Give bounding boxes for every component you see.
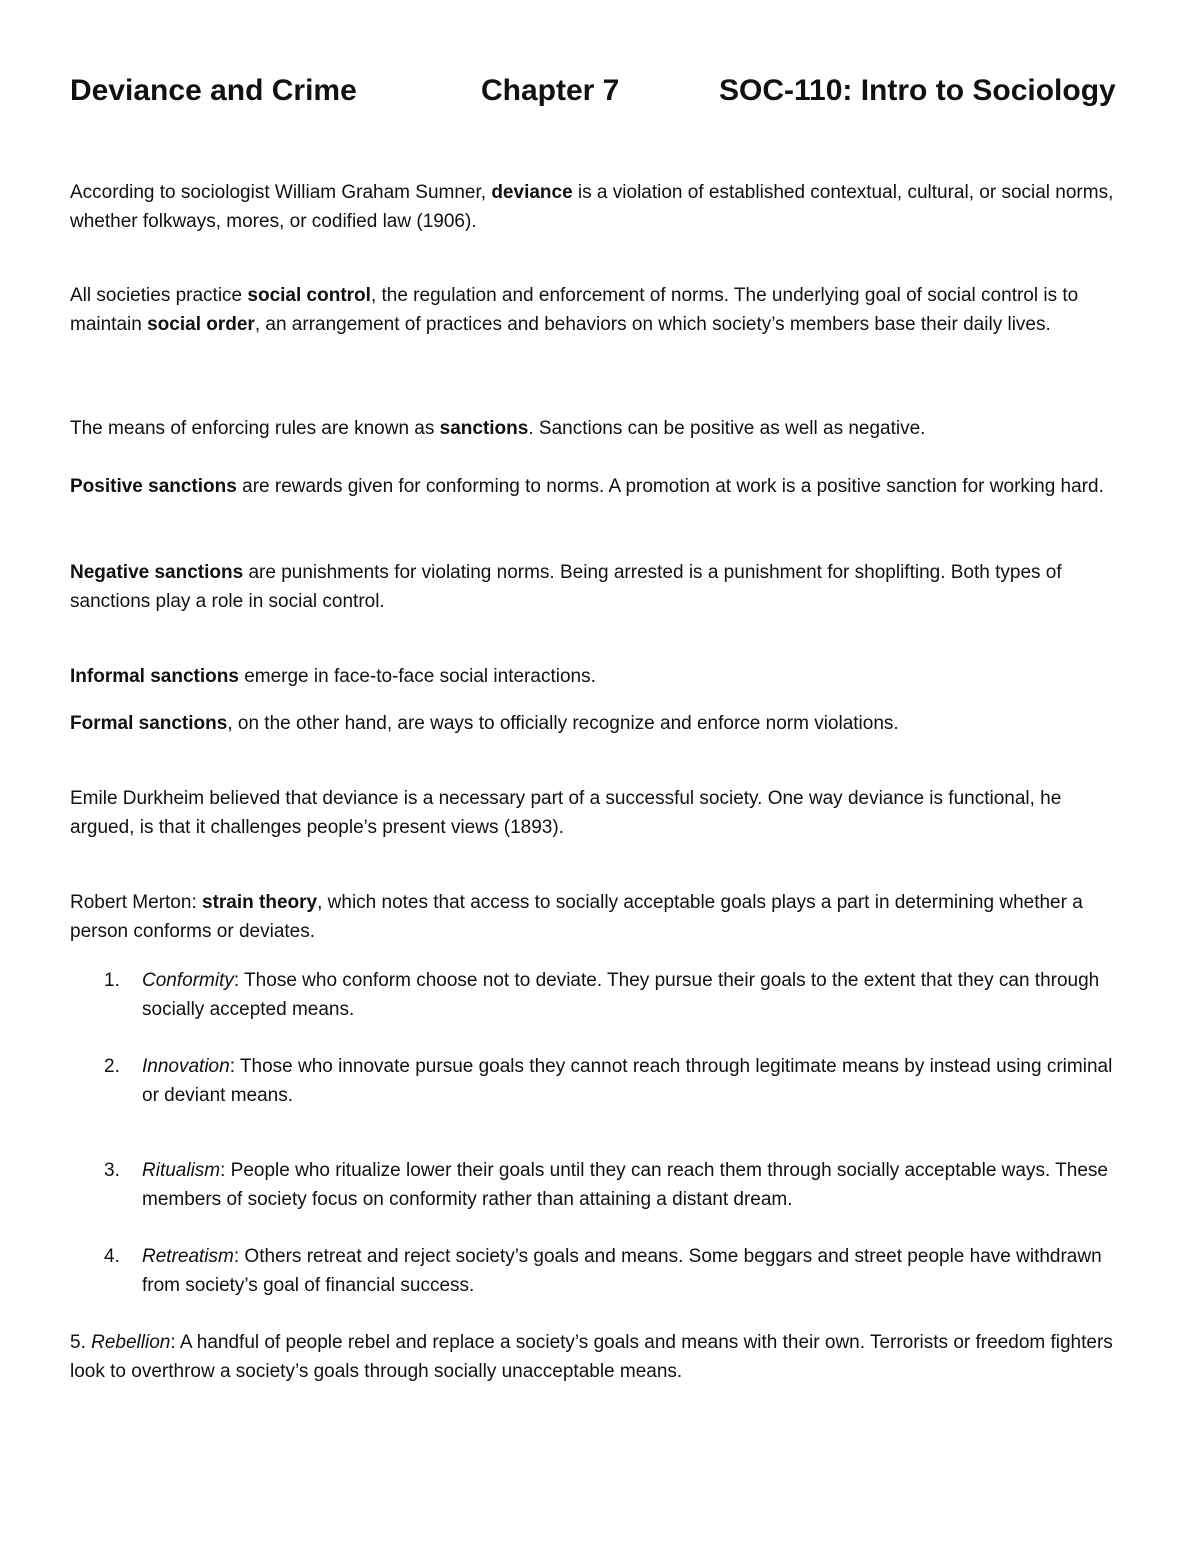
chapter-label: Chapter 7 bbox=[481, 74, 620, 107]
text-run: : People who ritualize lower their goals until they can reach them through socially acceptable ways. These members of society focus on conformity rather than attaining a distant dream. bbox=[142, 1160, 1108, 1210]
term-social-order: social order bbox=[147, 314, 255, 335]
list-item-body bbox=[142, 1052, 1130, 1110]
paragraph-rebellion bbox=[70, 1328, 1130, 1386]
term-negative-sanctions: Negative sanctions bbox=[70, 562, 244, 583]
term-sanctions: sanctions bbox=[439, 418, 529, 439]
term-conformity: Conformity bbox=[142, 970, 234, 991]
term-innovation: Innovation bbox=[142, 1056, 230, 1077]
term-strain-theory: strain theory bbox=[202, 892, 318, 913]
term-ritualism: Ritualism bbox=[142, 1160, 221, 1181]
list-number: 5. bbox=[70, 1332, 92, 1353]
list-number: 4. bbox=[104, 1246, 120, 1267]
text-run: , on the other hand, are ways to officially recognize and enforce norm violations. bbox=[227, 713, 899, 734]
text-run: Emile Durkheim believed that deviance is a necessary part of a successful society. One way deviance is functional, he argued, is that it challenges people’s present views (1893). bbox=[70, 788, 1062, 838]
term-deviance: deviance bbox=[491, 182, 573, 203]
paragraph-sanctions bbox=[70, 414, 1130, 443]
term-retreatism: Retreatism bbox=[142, 1246, 234, 1267]
text-run: : Those who innovate pursue goals they cannot reach through legitimate means by instead using criminal or deviant means. bbox=[142, 1056, 1113, 1106]
text-run: : Those who conform choose not to deviate. They pursue their goals to the extent that they can through socially accepted means. bbox=[142, 970, 1100, 1020]
term-informal-sanctions: Informal sanctions bbox=[70, 666, 239, 687]
text-run: . Sanctions can be positive as well as negative. bbox=[528, 418, 926, 439]
term-positive-sanctions: Positive sanctions bbox=[70, 476, 237, 497]
text-run: : Others retreat and reject society’s goals and means. Some beggars and street people have withdrawn from society’s goal of financial success. bbox=[142, 1246, 1102, 1296]
list-number: 2. bbox=[104, 1056, 120, 1077]
paragraph-deviance-definition bbox=[70, 178, 1130, 236]
paragraph-durkheim bbox=[70, 784, 1130, 842]
text-run: , the regulation and enforcement of norms. The underlying goal of social control is to maintain bbox=[70, 285, 1079, 335]
text-run: , an arrangement of practices and behaviors on which society’s members base their daily lives. bbox=[254, 314, 1051, 335]
paragraph-social-control bbox=[70, 281, 1130, 339]
text-run: Robert Merton: bbox=[70, 892, 202, 913]
text-run: : A handful of people rebel and replace a society’s goals and means with their own. Terrorists or freedom fighters look to overthrow a society’s goals through socially unacceptable means. bbox=[70, 1332, 1113, 1382]
text-run: are punishments for violating norms. Being arrested is a punishment for shoplifting. Both types of sanctions play a role in social control. bbox=[70, 562, 1062, 612]
text-run: All societies practice bbox=[70, 285, 248, 306]
paragraph-formal-sanctions bbox=[70, 709, 1130, 738]
list-item-body bbox=[142, 1156, 1130, 1214]
paragraph-negative-sanctions bbox=[70, 558, 1130, 616]
paragraph-informal-sanctions bbox=[70, 662, 1130, 691]
list-number: 1. bbox=[104, 970, 120, 991]
text-run: , which notes that access to socially acceptable goals plays a part in determining whether a person conforms or deviates. bbox=[70, 892, 1083, 942]
term-rebellion: Rebellion bbox=[91, 1332, 171, 1353]
document-title: Deviance and Crime bbox=[70, 74, 357, 107]
list-number: 3. bbox=[104, 1160, 120, 1181]
page-header bbox=[70, 74, 1130, 118]
text-run: According to sociologist William Graham Sumner, bbox=[70, 182, 492, 203]
paragraph-merton bbox=[70, 888, 1130, 946]
term-social-control: social control bbox=[247, 285, 371, 306]
term-formal-sanctions: Formal sanctions bbox=[70, 713, 228, 734]
text-run: are rewards given for conforming to norms. A promotion at work is a positive sanction for working hard. bbox=[236, 476, 1104, 497]
course-label: SOC-110: Intro to Sociology bbox=[719, 74, 1116, 107]
list-item-body bbox=[142, 1242, 1130, 1300]
text-run: is a violation of established contextual, cultural, or social norms, whether folkways, mores, or codified law (1906). bbox=[70, 182, 1114, 232]
text-run: The means of enforcing rules are known as bbox=[70, 418, 440, 439]
text-run: emerge in face-to-face social interactions. bbox=[238, 666, 596, 687]
list-item-body bbox=[142, 966, 1130, 1024]
paragraph-positive-sanctions bbox=[70, 472, 1130, 501]
